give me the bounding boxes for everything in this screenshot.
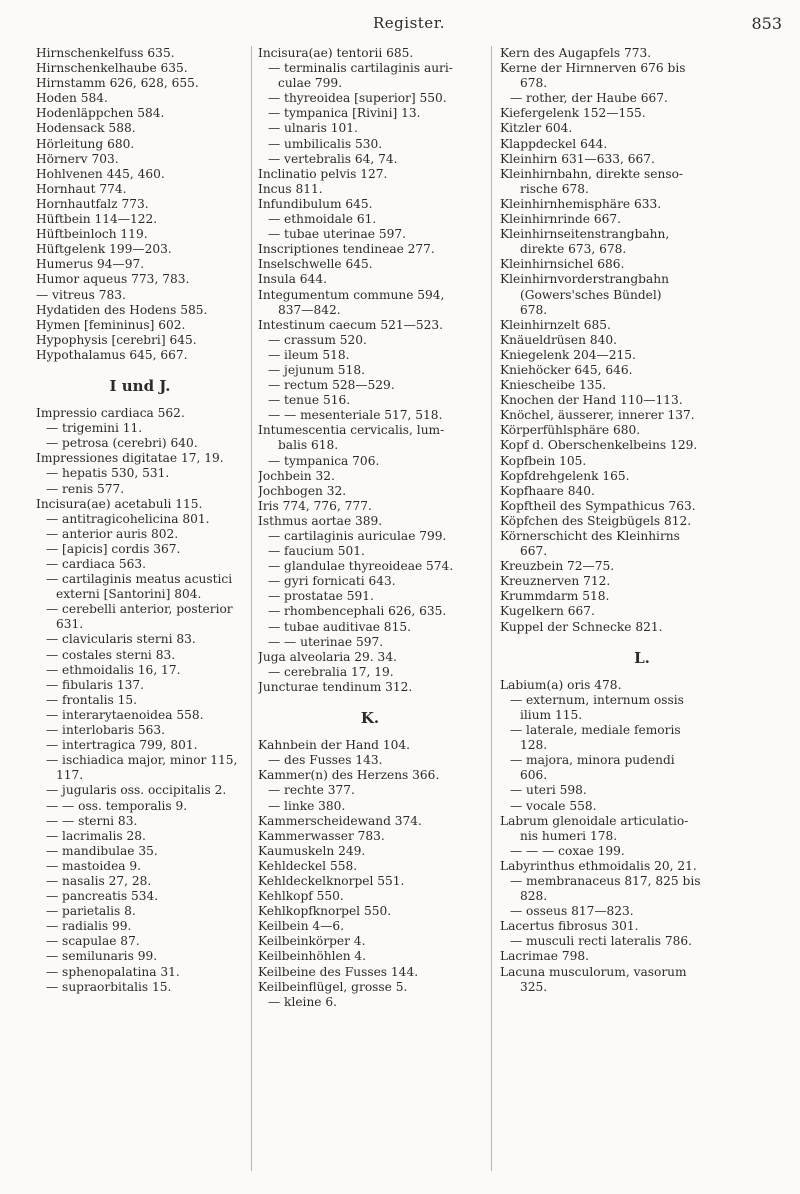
index-subentry: — nasalis 27, 28. bbox=[46, 873, 152, 888]
index-entry-continuation: externi [Santorini] 804. bbox=[56, 587, 202, 602]
index-subentry: — — — coxae 199. bbox=[510, 843, 625, 858]
index-entry: Impressiones digitatae 17, 19. bbox=[36, 451, 224, 466]
index-entry: Hodensack 588. bbox=[36, 121, 136, 136]
index-entry: Krummdarm 518. bbox=[500, 589, 610, 604]
index-entry: Inscriptiones tendineae 277. bbox=[258, 242, 435, 257]
index-subentry: — rectum 528—529. bbox=[268, 378, 395, 393]
index-entry: Kniegelenk 204—215. bbox=[500, 347, 636, 362]
index-entry: Juga alveolaria 29. 34. bbox=[258, 649, 397, 664]
index-subentry: — umbilicalis 530. bbox=[268, 136, 383, 151]
index-entry: Kleinhirnsichel 686. bbox=[500, 257, 625, 272]
index-subentry: — ulnaris 101. bbox=[268, 121, 358, 136]
index-subentry: — majora, minora pudendi bbox=[510, 753, 675, 768]
index-entry: Keilbeinflügel, grosse 5. bbox=[258, 979, 408, 994]
index-entry-continuation: direkte 673, 678. bbox=[520, 242, 627, 257]
index-subentry: — thyreoidea [superior] 550. bbox=[268, 91, 447, 106]
index-subentry: — anterior auris 802. bbox=[46, 526, 179, 541]
index-entry: Hörnerv 703. bbox=[36, 151, 119, 166]
index-entry-continuation: 117. bbox=[56, 768, 84, 783]
index-entry-continuation: 828. bbox=[520, 889, 548, 904]
index-subentry: — ethmoidale 61. bbox=[268, 212, 377, 227]
index-subentry: — radialis 99. bbox=[46, 919, 132, 934]
index-entry-continuation: rische 678. bbox=[520, 181, 589, 196]
index-subentry: — interarytaenoidea 558. bbox=[46, 707, 204, 722]
index-subentry: — mastoidea 9. bbox=[46, 858, 142, 873]
index-entry: Keilbeine des Fusses 144. bbox=[258, 964, 419, 979]
index-entry: Labyrinthus ethmoidalis 20, 21. bbox=[500, 858, 697, 873]
index-entry: Kleinhirnzelt 685. bbox=[500, 317, 611, 332]
index-entry: Hydatiden des Hodens 585. bbox=[36, 302, 208, 317]
index-entry: Jochbogen 32. bbox=[258, 483, 347, 498]
index-entry: Knäueldrüsen 840. bbox=[500, 332, 617, 347]
column-divider bbox=[251, 46, 252, 1171]
index-subentry: — prostatae 591. bbox=[268, 589, 374, 604]
index-entry: Hörleitung 680. bbox=[36, 136, 135, 151]
index-column-2 bbox=[258, 46, 482, 1176]
index-entry-continuation: culae 799. bbox=[278, 76, 343, 91]
index-entry: Kehldeckelknorpel 551. bbox=[258, 873, 405, 888]
index-entry: Kehlkopf 550. bbox=[258, 889, 344, 904]
index-entry: Kopf d. Oberschenkelbeins 129. bbox=[500, 438, 698, 453]
index-entry-continuation: 837—842. bbox=[278, 302, 341, 317]
section-heading: I und J. bbox=[109, 376, 171, 395]
index-entry: Hymen [femininus] 602. bbox=[36, 317, 186, 332]
index-entry: Inselschwelle 645. bbox=[258, 257, 373, 272]
index-subentry: — frontalis 15. bbox=[46, 692, 138, 707]
index-subentry: — intertragica 799, 801. bbox=[46, 738, 198, 753]
index-entry: Kniescheibe 135. bbox=[500, 378, 607, 393]
index-entry: Lacrimae 798. bbox=[500, 949, 589, 964]
index-subentry: — cartilaginis meatus acustici bbox=[46, 572, 233, 587]
index-entry: Juncturae tendinum 312. bbox=[258, 679, 413, 694]
index-entry: Kahnbein der Hand 104. bbox=[258, 738, 410, 753]
index-subentry: — sphenopalatina 31. bbox=[46, 964, 180, 979]
index-subentry: — glandulae thyreoideae 574. bbox=[268, 559, 454, 574]
index-entry: Hornhaut 774. bbox=[36, 181, 127, 196]
index-subentry: — rother, der Haube 667. bbox=[510, 91, 668, 106]
index-subentry: — parietalis 8. bbox=[46, 904, 136, 919]
index-entry: Incisura(ae) tentorii 685. bbox=[258, 46, 414, 60]
index-entry-continuation: (Gowers'sches Bündel) bbox=[520, 287, 662, 302]
index-subentry: — jugularis oss. occipitalis 2. bbox=[46, 783, 227, 798]
index-entry-continuation: 325. bbox=[520, 979, 548, 994]
index-subentry: — gyri fornicati 643. bbox=[268, 574, 396, 589]
index-subentry: — tympanica [Rivini] 13. bbox=[268, 106, 421, 121]
index-entry: Kopfdrehgelenk 165. bbox=[500, 468, 630, 483]
index-subentry: — tympanica 706. bbox=[268, 453, 380, 468]
index-subentry: — vocale 558. bbox=[510, 798, 597, 813]
index-subentry: — des Fusses 143. bbox=[268, 753, 383, 768]
index-entry: Isthmus aortae 389. bbox=[258, 513, 383, 528]
index-entry: Integumentum commune 594, bbox=[258, 287, 445, 302]
index-subentry: — pancreatis 534. bbox=[46, 889, 159, 904]
index-entry: Impressio cardiaca 562. bbox=[36, 406, 185, 421]
index-subentry: — crassum 520. bbox=[268, 332, 367, 347]
index-entry: Kleinhirnbahn, direkte senso- bbox=[500, 166, 684, 181]
index-entry: Iris 774, 776, 777. bbox=[258, 498, 372, 513]
index-entry: Köpfchen des Steigbügels 812. bbox=[500, 513, 692, 528]
index-subentry: — ethmoidalis 16, 17. bbox=[46, 662, 181, 677]
index-subentry: — externum, internum ossis bbox=[510, 692, 684, 707]
index-entry: Labrum glenoidale articulatio- bbox=[500, 813, 689, 828]
index-subentry: — faucium 501. bbox=[268, 544, 365, 559]
index-entry: Kopfbein 105. bbox=[500, 453, 587, 468]
index-subentry: — musculi recti lateralis 786. bbox=[510, 934, 693, 949]
index-subentry: — membranaceus 817, 825 bis bbox=[510, 873, 701, 888]
index-subentry: — cartilaginis auriculae 799. bbox=[268, 529, 447, 543]
index-entry: Hüftbeinloch 119. bbox=[36, 227, 148, 242]
index-entry: Klappdeckel 644. bbox=[500, 136, 608, 151]
index-subentry: — antitragicohelicina 801. bbox=[46, 511, 210, 526]
index-entry: Intumescentia cervicalis, lum- bbox=[258, 423, 445, 438]
index-subentry: — tubae auditivae 815. bbox=[268, 619, 411, 634]
index-subentry: — tubae uterinae 597. bbox=[268, 227, 406, 242]
index-subentry: — clavicularis sterni 83. bbox=[46, 632, 196, 647]
index-column-3 bbox=[500, 46, 784, 1176]
index-subentry: — kleine 6. bbox=[268, 994, 338, 1009]
index-entry: Kiefergelenk 152—155. bbox=[500, 106, 646, 121]
index-subentry: — renis 577. bbox=[46, 481, 125, 496]
index-entry: — vitreus 783. bbox=[36, 287, 126, 302]
index-entry: Intestinum caecum 521—523. bbox=[258, 317, 443, 332]
index-subentry: — terminalis cartilaginis auri- bbox=[268, 61, 453, 76]
index-entry-continuation: ilium 115. bbox=[520, 707, 583, 722]
index-subentry: — — sterni 83. bbox=[46, 813, 138, 828]
index-subentry: — fibularis 137. bbox=[46, 677, 144, 692]
index-entry: Infundibulum 645. bbox=[258, 196, 373, 211]
index-subentry: — osseus 817—823. bbox=[510, 904, 634, 919]
index-entry: Kugelkern 667. bbox=[500, 604, 595, 619]
index-subentry: — lacrimalis 28. bbox=[46, 828, 146, 843]
index-subentry: — ileum 518. bbox=[268, 347, 350, 362]
index-entry: Körperfühlsphäre 680. bbox=[500, 423, 641, 438]
index-entry: Kleinhirnrinde 667. bbox=[500, 212, 621, 227]
index-entry: Kleinhirn 631—633, 667. bbox=[500, 151, 655, 166]
index-entry: Knochen der Hand 110—113. bbox=[500, 393, 683, 408]
index-subentry: — cerebralia 17, 19. bbox=[268, 664, 394, 679]
index-entry-continuation: 606. bbox=[520, 768, 548, 783]
index-subentry: — hepatis 530, 531. bbox=[46, 466, 170, 481]
index-subentry: — tenue 516. bbox=[268, 393, 351, 408]
index-subentry: — rhombencephali 626, 635. bbox=[268, 604, 447, 619]
index-subentry: — supraorbitalis 15. bbox=[46, 979, 172, 994]
index-entry: Kitzler 604. bbox=[500, 121, 573, 136]
index-entry-continuation: nis humeri 178. bbox=[520, 828, 618, 843]
running-title: Register. bbox=[373, 14, 445, 32]
index-entry: Lacuna musculorum, vasorum bbox=[500, 964, 687, 979]
index-entry: Kniehöcker 645, 646. bbox=[500, 362, 633, 377]
index-entry: Keilbeinhöhlen 4. bbox=[258, 949, 367, 964]
index-entry: Labium(a) oris 478. bbox=[500, 677, 622, 692]
index-entry-continuation: 667. bbox=[520, 544, 548, 559]
index-subentry: — — uterinae 597. bbox=[268, 634, 384, 649]
index-subentry: — rechte 377. bbox=[268, 783, 355, 798]
index-entry: Kammer(n) des Herzens 366. bbox=[258, 768, 440, 783]
index-entry: Insula 644. bbox=[258, 272, 327, 287]
index-subentry: — linke 380. bbox=[268, 798, 346, 813]
index-subentry: — [apicis] cordis 367. bbox=[46, 541, 181, 556]
index-entry: Kleinhirnvorderstrangbahn bbox=[500, 272, 669, 287]
index-entry: Kammerscheidewand 374. bbox=[258, 813, 422, 828]
column-divider bbox=[491, 46, 492, 1171]
index-entry-continuation: 678. bbox=[520, 302, 548, 317]
index-entry: Kreuznerven 712. bbox=[500, 574, 611, 589]
index-entry: Keilbein 4—6. bbox=[258, 919, 344, 934]
index-entry: Hypothalamus 645, 667. bbox=[36, 347, 188, 362]
index-subentry: — mandibulae 35. bbox=[46, 843, 158, 858]
index-entry: Kuppel der Schnecke 821. bbox=[500, 619, 663, 634]
index-subentry: — trigemini 11. bbox=[46, 421, 143, 436]
index-entry: Keilbeinkörper 4. bbox=[258, 934, 366, 949]
index-entry: Hüftbein 114—122. bbox=[36, 212, 158, 227]
index-entry-continuation: 631. bbox=[56, 617, 84, 632]
index-entry: Hirnschenkelhaube 635. bbox=[36, 61, 188, 76]
index-subentry: — vertebralis 64, 74. bbox=[268, 151, 398, 166]
index-subentry: — cardiaca 563. bbox=[46, 557, 147, 571]
section-heading: K. bbox=[360, 709, 380, 728]
index-entry-continuation: balis 618. bbox=[278, 438, 339, 453]
index-subentry: — cerebelli anterior, posterior bbox=[46, 602, 233, 617]
index-entry: Jochbein 32. bbox=[258, 468, 335, 483]
index-entry-continuation: 678. bbox=[520, 76, 548, 91]
index-entry: Kopftheil des Sympathicus 763. bbox=[500, 498, 696, 513]
index-entry: Knöchel, äusserer, innerer 137. bbox=[500, 408, 695, 423]
index-subentry: — — mesenteriale 517, 518. bbox=[268, 408, 443, 423]
index-entry: Humerus 94—97. bbox=[36, 257, 145, 272]
index-subentry: — uteri 598. bbox=[510, 783, 587, 798]
index-subentry: — laterale, mediale femoris bbox=[510, 723, 681, 738]
index-entry: Körnerschicht des Kleinhirns bbox=[500, 529, 680, 543]
page-header bbox=[36, 14, 782, 44]
index-entry: Hüftgelenk 199—203. bbox=[36, 242, 172, 257]
index-entry: Hohlvenen 445, 460. bbox=[36, 166, 165, 181]
index-entry: Hodenläppchen 584. bbox=[36, 106, 165, 121]
index-entry: Kaumuskeln 249. bbox=[258, 843, 366, 858]
index-entry: Humor aqueus 773, 783. bbox=[36, 272, 190, 287]
index-subentry: — — oss. temporalis 9. bbox=[46, 798, 188, 813]
index-entry: Kleinhirnseitenstrangbahn, bbox=[500, 227, 670, 242]
index-entry: Kleinhirnhemisphäre 633. bbox=[500, 196, 662, 211]
index-entry: Kammerwasser 783. bbox=[258, 828, 385, 843]
index-entry: Kern des Augapfels 773. bbox=[500, 46, 652, 60]
index-entry: Incisura(ae) acetabuli 115. bbox=[36, 496, 203, 511]
index-entry: Kehldeckel 558. bbox=[258, 858, 358, 873]
index-subentry: — semilunaris 99. bbox=[46, 949, 158, 964]
section-heading: L. bbox=[634, 648, 650, 667]
index-column-1 bbox=[36, 46, 244, 1176]
index-entry: Lacertus fibrosus 301. bbox=[500, 919, 639, 934]
index-entry: Hornhautfalz 773. bbox=[36, 196, 149, 211]
index-entry: Kerne der Hirnnerven 676 bis bbox=[500, 61, 686, 76]
index-entry: Hoden 584. bbox=[36, 91, 108, 106]
index-subentry: — jejunum 518. bbox=[268, 362, 365, 377]
index-subentry: — ischiadica major, minor 115, bbox=[46, 753, 238, 768]
page-number: 853 bbox=[751, 14, 782, 33]
index-entry: Hypophysis [cerebri] 645. bbox=[36, 332, 197, 347]
index-entry: Hirnschenkelfuss 635. bbox=[36, 46, 175, 60]
index-subentry: — interlobaris 563. bbox=[46, 723, 166, 738]
index-entry: Incus 811. bbox=[258, 181, 323, 196]
index-entry: Hirnstamm 626, 628, 655. bbox=[36, 76, 199, 91]
index-entry: Kreuzbein 72—75. bbox=[500, 559, 615, 574]
index-entry-continuation: 128. bbox=[520, 738, 548, 753]
index-subentry: — petrosa (cerebri) 640. bbox=[46, 436, 198, 451]
index-entry: Inclinatio pelvis 127. bbox=[258, 166, 388, 181]
index-entry: Kehlkopfknorpel 550. bbox=[258, 904, 392, 919]
index-subentry: — costales sterni 83. bbox=[46, 647, 176, 662]
index-subentry: — scapulae 87. bbox=[46, 934, 140, 949]
index-entry: Kopfhaare 840. bbox=[500, 483, 595, 498]
